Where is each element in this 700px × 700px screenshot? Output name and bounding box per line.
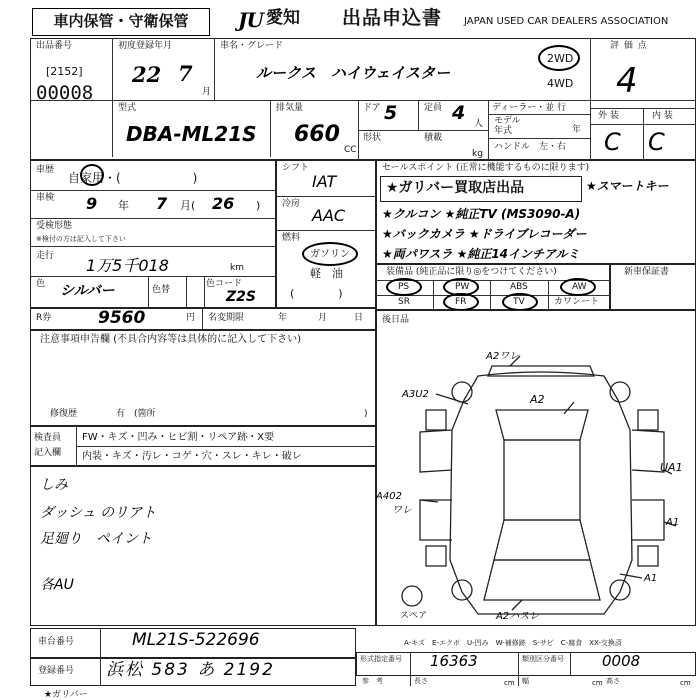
exterior-grade: C bbox=[604, 128, 621, 156]
width-unit: cm bbox=[592, 679, 603, 687]
sales-item-2: ★クルコン ★純正TV (MS3090-A) bbox=[382, 207, 581, 221]
inspection-month: 7 bbox=[156, 194, 168, 213]
drive-2wd-circle bbox=[538, 45, 580, 71]
cooler-value: AAC bbox=[312, 206, 346, 225]
handwritten-note-4: 各AU bbox=[40, 577, 74, 593]
equip-tv: TV bbox=[513, 297, 525, 307]
annotation-a2-roof: A2 bbox=[530, 393, 545, 406]
model-code: DBA-ML21S bbox=[126, 122, 257, 146]
inspection-day-unit: ) bbox=[256, 199, 261, 212]
history-value: 自家用・( ) bbox=[68, 171, 198, 185]
first-registration-label: 初度登録年月 bbox=[118, 41, 173, 51]
shift-value: IAT bbox=[312, 172, 337, 191]
annotation-a2-front: A2ハスレ bbox=[496, 611, 540, 622]
inspection-year: 9 bbox=[86, 194, 98, 213]
sales-item-4: ★両パワスラ ★純正14インチアルミ bbox=[382, 247, 580, 261]
gulliver-stamp-text: ★ガリバー買取店出品 bbox=[386, 180, 525, 196]
sales-item-1: ★スマートキー bbox=[586, 179, 669, 193]
score-value: 4 bbox=[616, 61, 638, 101]
repair-history-value: 有 (箇所 bbox=[116, 409, 156, 419]
inspector-row-fw: FW・キズ・凹み・ヒビ割・リペア跡・X要 bbox=[82, 432, 275, 443]
first-registration-year: 22 bbox=[132, 62, 162, 87]
plate-number: 浜松 583 あ 2192 bbox=[106, 660, 275, 680]
length-unit: cm bbox=[504, 679, 515, 687]
handwritten-note-1: しみ bbox=[40, 477, 68, 493]
shift-label: シフト bbox=[282, 163, 310, 173]
spare-label: スペア bbox=[400, 611, 428, 621]
color-change-label: 色替 bbox=[152, 285, 171, 295]
recycle-unit: 円 bbox=[186, 313, 196, 323]
annotation-a402: A402 bbox=[376, 491, 402, 502]
inspector-label-a: 検査員 bbox=[34, 433, 62, 443]
lot-number: 00008 bbox=[36, 82, 94, 104]
dealer-label: ディーラー・並 行 bbox=[492, 103, 567, 113]
load-unit: kg bbox=[472, 149, 483, 159]
color-value: シルバー bbox=[60, 283, 115, 299]
equip-abs: ABS bbox=[510, 282, 528, 292]
equip-ps-circle bbox=[386, 278, 422, 296]
name-change-year: 年 bbox=[278, 313, 288, 323]
length-label: 長さ bbox=[414, 677, 428, 685]
annotation-ua1: UA1 bbox=[660, 461, 683, 474]
history-label: 車歴 bbox=[36, 165, 55, 175]
displacement-unit: CC bbox=[344, 145, 357, 155]
lot-number-label: 出品番号 bbox=[36, 41, 73, 51]
interior-label: 内 装 bbox=[652, 111, 673, 121]
inspector-label-b: 記入欄 bbox=[34, 448, 62, 458]
doors-label: ドア bbox=[363, 103, 381, 113]
fuel-other: ( ) bbox=[290, 287, 343, 300]
annotation-a3u2: A3U2 bbox=[402, 389, 429, 400]
inspection-year-unit: 年 bbox=[118, 199, 129, 212]
capacity-value: 4 bbox=[452, 102, 466, 124]
fuel-gasoline-circle bbox=[302, 242, 358, 266]
model-year-label-b: 年式 bbox=[494, 126, 513, 136]
handwritten-note-2: ダッシュ のリアト bbox=[40, 505, 157, 521]
color-code-label: 色コード bbox=[206, 279, 243, 289]
exterior-label: 外 装 bbox=[598, 111, 619, 121]
shape-label: 形状 bbox=[363, 133, 382, 143]
mileage-label: 走行 bbox=[36, 251, 55, 261]
model-year-unit: 年 bbox=[572, 125, 582, 135]
inspection-label: 車検 bbox=[36, 193, 55, 203]
car-name-grade-value: ルークス ハイウェイスター bbox=[256, 64, 451, 82]
first-registration-month: 7 bbox=[178, 61, 193, 86]
equip-pw: PW bbox=[455, 282, 470, 292]
org-name: 愛知 bbox=[266, 8, 300, 28]
capacity-unit: 人 bbox=[474, 119, 484, 129]
mileage-unit: km bbox=[230, 263, 244, 273]
height-label: 高さ bbox=[606, 677, 620, 685]
recycle-value: 9560 bbox=[98, 308, 146, 328]
equip-tv-circle bbox=[502, 293, 538, 311]
car-name-grade-label: 車名・グレード bbox=[220, 41, 284, 51]
name-change-label: 名変期限 bbox=[208, 313, 245, 323]
receive-type-label: 受検形態 bbox=[36, 221, 73, 231]
reference-label: 参 考 bbox=[362, 677, 383, 685]
color-label: 色 bbox=[36, 279, 46, 289]
handwritten-note-3: 足廻り ペイント bbox=[40, 531, 152, 547]
month-unit: 月 bbox=[202, 87, 212, 97]
equip-fr-circle bbox=[443, 293, 479, 311]
displacement-value: 660 bbox=[294, 122, 340, 147]
bottom-gulliver-text: ★ガリバー bbox=[44, 690, 88, 700]
plate-label: 登録番号 bbox=[38, 666, 75, 676]
drive-2wd: 2WD bbox=[547, 52, 574, 65]
fuel-label: 燃料 bbox=[282, 233, 301, 243]
type-number-value: 16363 bbox=[430, 652, 478, 670]
color-code-value: Z2S bbox=[226, 289, 256, 305]
annotation-a402-crack: ワレ bbox=[392, 505, 412, 516]
equip-sr: SR bbox=[398, 297, 410, 307]
handle-label: ハンドル 左・右 bbox=[494, 142, 567, 152]
model-label: 型式 bbox=[118, 103, 137, 113]
inspection-month-unit: 月( bbox=[180, 199, 196, 212]
height-unit: cm bbox=[680, 679, 691, 687]
equip-ps: PS bbox=[398, 282, 410, 292]
drive-4wd: 4WD bbox=[547, 77, 574, 90]
name-change-day: 日 bbox=[354, 313, 364, 323]
annotation-a1-right: A1 bbox=[666, 517, 680, 528]
score-label: 評 価 点 bbox=[610, 41, 648, 51]
annotation-a1-bottom: A1 bbox=[644, 573, 658, 584]
receive-type-note: ※検付の方は記入して下さい bbox=[36, 235, 126, 243]
fuel-diesel: 軽 油 bbox=[310, 267, 343, 280]
inspector-row-interior: 内装・キズ・汚レ・コゲ・穴・スレ・キレ・破レ bbox=[82, 451, 302, 462]
capacity-label: 定員 bbox=[424, 103, 443, 113]
cooler-label: 冷房 bbox=[282, 199, 301, 209]
equip-fr: FR bbox=[455, 297, 467, 307]
name-change-month: 月 bbox=[318, 313, 328, 323]
doors-value: 5 bbox=[384, 102, 398, 124]
category-number-value: 0008 bbox=[602, 652, 641, 670]
equipment-label: 装備品 (純正品に限り◎をつけてください) bbox=[386, 267, 557, 277]
rear-item-label: 後日品 bbox=[382, 315, 410, 325]
storage-badge: 車内保管・守衛保管 bbox=[32, 8, 210, 36]
damage-legend: A-キズ E-エクボ U-凹み W-補修跡 S-サビ C-腐食 XX-交換済 bbox=[404, 639, 622, 647]
equip-aw: AW bbox=[572, 282, 587, 292]
lot-code: [2152] bbox=[46, 65, 83, 78]
interior-grade: C bbox=[648, 128, 665, 156]
type-number-label: 形式指定番号 bbox=[360, 655, 402, 663]
chassis-label: 車台番号 bbox=[38, 637, 75, 647]
equip-aw-circle bbox=[560, 278, 596, 296]
caution-label: 注意事項申告欄 (不具合内容等は具体的に記入して下さい) bbox=[40, 334, 301, 345]
document-title: 出品申込書 bbox=[342, 7, 443, 29]
fuel-gasoline: ガソリン bbox=[310, 249, 350, 260]
new-warranty-label: 新車保証書 bbox=[624, 267, 670, 277]
recycle-label: R券 bbox=[36, 313, 52, 323]
association-name: JAPAN USED CAR DEALERS ASSOCIATION bbox=[464, 16, 669, 27]
sales-item-3: ★バックカメラ ★ドライブレコーダー bbox=[382, 227, 587, 241]
width-label: 幅 bbox=[522, 677, 529, 685]
inspection-day: 26 bbox=[212, 194, 235, 213]
annotation-a2-rear: A2ワレ bbox=[486, 351, 520, 362]
category-number-label: 類別区分番号 bbox=[522, 655, 564, 663]
displacement-label: 排気量 bbox=[276, 103, 304, 113]
ju-logo: JU bbox=[238, 8, 263, 32]
repair-history-close: ) bbox=[364, 409, 368, 419]
repair-history-label: 修復歴 bbox=[50, 409, 78, 419]
load-label: 積載 bbox=[424, 133, 443, 143]
chassis-number: ML21S-522696 bbox=[132, 630, 260, 650]
private-use-circle bbox=[80, 164, 104, 186]
mileage-value: 1万5千018 bbox=[86, 256, 169, 275]
sales-points-label: セールスポイント (正常に機能するものに限ります) bbox=[382, 163, 590, 173]
model-year-label-a: モデル bbox=[494, 116, 521, 126]
equip-counter: カワンート bbox=[554, 297, 600, 307]
